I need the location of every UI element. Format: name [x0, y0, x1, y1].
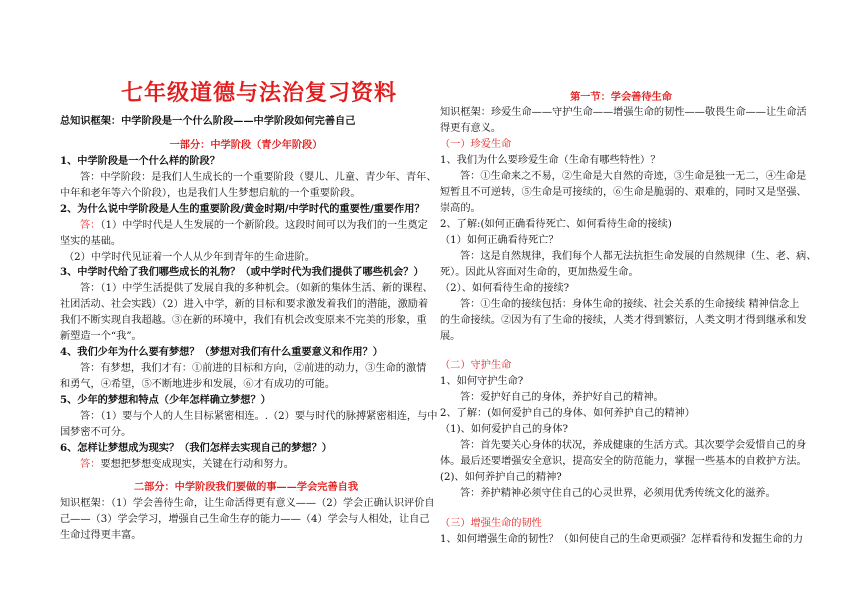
right-question-4-2: (2)、如何养护自己的精神?: [440, 472, 562, 483]
framework2-line2: 己——（3）学会学习，增强自己生命生存的能力——（4）学会与人相处，让自己: [60, 514, 430, 525]
right-question-3: 1、如何守护生命?: [440, 376, 524, 387]
question-3: 3、中学时代给了我们哪些成长的礼物？（或中学时代为我们提供了哪些机会？）: [60, 266, 424, 278]
section1-heading: 第一节：学会善待生命: [570, 91, 672, 103]
question-4: 4、我们少年为什么要有梦想？（梦想对我们有什么重要意义和作用？）: [60, 346, 383, 358]
question-6: 6、怎样让梦想成为现实？（我们怎样去实现自己的梦想？）: [60, 442, 332, 454]
right-answer-2-1-line2: 死）。因此从容面对生命的，更加热爱生命。: [440, 267, 639, 278]
answer-4-line1: 答：有梦想，我们才有：①前进的目标和方向，②前进的动力，③生命的激情: [80, 363, 427, 374]
answer-2-line1-text: （1）中学时代是人生发展的一个新阶段。这段时间可以为我们的一生奠定: [100, 220, 428, 231]
question-2: 2、为什么说中学阶段是人生的重要阶段/黄金时期/中学时代的重要性/重要作用？: [60, 203, 425, 215]
right-question-2: 2、了解:(如何正确看待死亡、如何看待生命的接续): [440, 219, 672, 230]
answer-4-line2: 和勇气，④希望，⑤不断地进步和发展，⑥才有成功的可能。: [60, 379, 336, 390]
right-framework-line1: 知识框架：珍爱生命——守护生命——增强生命的韧性——敬畏生命——让生命活: [440, 107, 807, 118]
answer-2-label: 答：: [80, 220, 101, 231]
subsection-guard-life: （二）守护生命: [440, 360, 512, 371]
answer-3-line4: 新塑造一个“我”。: [60, 331, 142, 342]
answer-1-line2: 中年和老年等六个阶段），也是我们人生梦想启航的一个重要阶段。: [60, 188, 361, 199]
answer-6: [60, 458, 294, 471]
answer-5-line2: 国梦密不可分。: [60, 427, 132, 438]
subsection-cherish-life: （一）珍爱生命: [440, 139, 512, 150]
right-question-4: 2、了解：(如何爱护自己的身体、如何养护自己的精神）: [440, 408, 695, 419]
framework2-line1: 知识框架：（1）学会善待生命，让生命活得更有意义——（2）学会正确认识评价自: [60, 498, 435, 509]
right-answer-1-line1: 答：①生命来之不易，②生命是大自然的奇迹，③生命是独一无二，④生命是: [460, 171, 807, 182]
right-question-2-1: （1）如何正确看待死亡？: [440, 235, 559, 246]
part1-heading: 一部分：中学阶段（青少年阶段）: [169, 139, 323, 151]
total-framework: 总知识框架：中学阶段是一个什么阶段——中学阶段如何完善自己: [60, 115, 356, 127]
right-question-5: 1、如何增强生命的韧性？（如何使自己的生命更顽强？怎样看待和发掘生命的力: [440, 534, 804, 545]
answer-2-line1: [60, 219, 428, 232]
right-answer-1-line2: 短暂且不可逆转，⑤生命是可接续的，⑥生命是脆弱的、艰难的，同时又是坚强、: [440, 187, 807, 198]
answer-2-line3: （2）中学时代见证着一个人从少年到青年的生命进阶。: [64, 252, 315, 263]
question-1: 1、中学阶段是一个什么样的阶段？: [60, 155, 220, 167]
answer-3-line2: 社团活动、社会实践）（2）进入中学，新的目标和要求激发着我们的潜能，激励着: [60, 299, 429, 310]
right-answer-1-line3: 崇高的。: [440, 203, 481, 214]
right-answer-4-1-line1: 答：首先要关心身体的状况，养成健康的生活方式。其次要学会爱惜自己的身: [460, 440, 807, 451]
right-answer-2-2-line1: 答：①生命的接续包括：身体生命的接续、社会关系的生命接续 精神信念上: [460, 299, 800, 310]
question-5: 5、少年的梦想和特点（少年怎样确立梦想？）: [60, 394, 271, 406]
answer-2-line2: 坚实的基础。: [60, 236, 122, 247]
answer-5-line1: 答：（1）要与个人的人生目标紧密相连。.（2）要与时代的脉搏紧密相连，与中: [80, 411, 438, 422]
right-answer-4-1-line2: 体。最后还要增强安全意识，提高安全的防范能力，掌握一些基本的自救护方法。: [440, 456, 807, 467]
answer-1-line1: 答：中学阶段：是我们人生成长的一个重要阶段（婴儿、儿童、青少年、青年、: [80, 172, 437, 183]
right-answer-2-2-line3: 展。: [440, 331, 461, 342]
right-question-1: 1、我们为什么要珍爱生命（生命有哪些特性）？: [440, 155, 661, 166]
right-question-4-1: （1)、如何爱护自己的身体?: [440, 424, 568, 435]
right-answer-4-2: 答：养护精神必须守住自己的心灵世界，必须用优秀传统文化的滋养。: [460, 488, 776, 499]
answer-3-line1: 答：（1）中学生活提供了发展自我的多种机会。（如新的集体生活、新的课程、: [80, 283, 433, 294]
framework2-line3: 生命过得更丰富。: [60, 530, 142, 541]
right-answer-2-2-line2: 的生命接续。②因为有了生命的接续，人类才得到繁衍，人类文明才得到继承和发: [440, 315, 807, 326]
part2-heading: 二部分：中学阶段我们要做的事——学会完善自我: [133, 481, 359, 493]
right-answer-3: 答：爱护好自己的身体，养护好自己的精神。: [460, 392, 664, 403]
right-answer-2-1-line1: 答：这是自然规律，我们每个人都无法抗拒生命发展的自然规律（生、老、病、: [460, 251, 817, 262]
answer-6-label: 答：: [80, 459, 101, 470]
answer-3-line3: 我们不断实现自我超越。③在新的环境中，我们有机会改变原来不完美的形象，重: [60, 315, 427, 326]
answer-6-text: 要想把梦想变成现实，关键在行动和努力。: [100, 459, 294, 470]
right-question-2-2: （2）、如何看待生命的接续?: [440, 283, 570, 294]
right-framework-line2: 得更有意义。: [440, 123, 502, 134]
document-title: 七年级道德与法治复习资料: [121, 80, 398, 106]
subsection-resilience: （三）增强生命的韧性: [440, 518, 542, 529]
